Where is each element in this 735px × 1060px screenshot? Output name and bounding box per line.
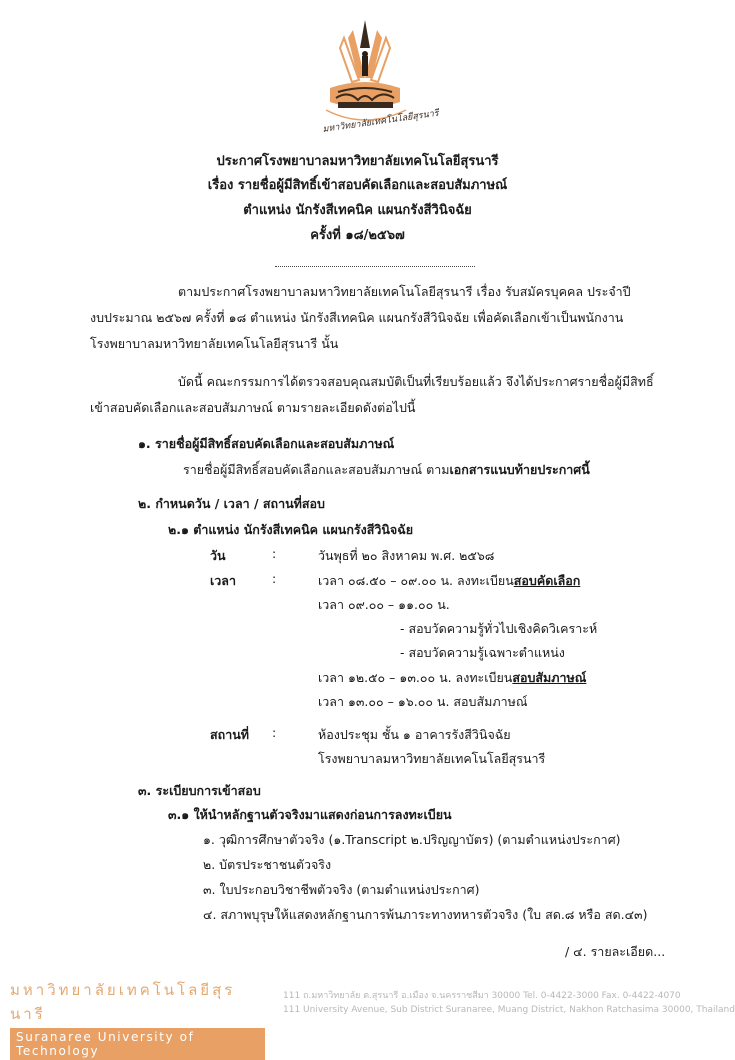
doc-item-4: ๔. สภาพบุรุษให้แสดงหลักฐานการพ้นภาระทางทหารตัวจริง (ใบ สด.๘ หรือ สด.๔๓) <box>203 907 648 922</box>
time-slot-2-item-b: - สอบวัดความรู้เฉพาะตำแหน่ง <box>400 645 565 660</box>
time-colon: : <box>272 571 277 586</box>
footer-logo-thai: มหาวิทยาลัยเทคโนโลยีสุรนารี <box>10 981 236 1023</box>
announcement-subject: เรื่อง รายชื่อผู้มีสิทธิ์เข้าสอบคัดเลือกและสอบสัมภาษณ์ <box>207 178 508 193</box>
day-colon: : <box>272 546 277 561</box>
intro-p2-line2: เข้าสอบคัดเลือกและสอบสัมภาษณ์ ตามรายละเอียดดังต่อไปนี้ <box>90 400 416 415</box>
dotted-separator <box>275 266 475 267</box>
announcement-round: ครั้งที่ ๑๘/๒๕๖๗ <box>310 228 405 243</box>
time-slot-1 <box>318 571 580 591</box>
doc-item-3: ๓. ใบประกอบวิชาชีพตัวจริง (ตามตำแหน่งประกาศ) <box>203 882 480 897</box>
time-slot-3 <box>318 668 586 688</box>
doc-item-2: ๒. บัตรประชาชนตัวจริง <box>203 857 332 872</box>
university-logo <box>318 18 440 138</box>
continuation-note: / ๔. รายละเอียด... <box>565 944 666 959</box>
intro-p1-line3: โรงพยาบาลมหาวิทยาลัยเทคโนโลยีสุรนารี นั้น <box>90 336 339 351</box>
day-value: วันพุธที่ ๒๐ สิงหาคม พ.ศ. ๒๕๖๘ <box>318 548 495 563</box>
time-slot-3-text: เวลา ๑๒.๕๐ – ๑๓.๐๐ น. ลงทะเบียน <box>318 670 513 685</box>
footer-logo-english: Suranaree University of Technology <box>10 1028 265 1060</box>
intro-p1-line2: งบประมาณ ๒๕๖๗ ครั้งที่ ๑๘ ตำแหน่ง นักรังสีเทคนิค แผนกรังสีวินิจฉัย เพื่อคัดเลือกเข้าเป็นพนักงาน <box>90 310 624 325</box>
doc-item-1: ๑. วุฒิการศึกษาตัวจริง (๑.Transcript ๒.ปริญญาบัตร) (ตามตำแหน่งประกาศ) <box>203 832 621 847</box>
section1-body <box>183 460 590 480</box>
place-line2: โรงพยาบาลมหาวิทยาลัยเทคโนโลยีสุรนารี <box>318 751 546 766</box>
section3-sub: ๓.๑ ให้นำหลักฐานตัวจริงมาแสดงก่อนการลงทะเบียน <box>168 807 452 822</box>
section2-sub: ๒.๑ ตำแหน่ง นักรังสีเทคนิค แผนกรังสีวินิจฉัย <box>168 522 414 537</box>
time-slot-3-emphasis: สอบสัมภาษณ์ <box>512 670 587 685</box>
footer-address-english: 111 University Avenue, Sub District Suranaree, Muang District, Nakhon Ratchasima 30000, Thailand <box>283 1005 735 1015</box>
footer-logo <box>10 978 265 1060</box>
time-slot-1-text: เวลา ๐๘.๕๐ – ๐๙.๐๐ น. ลงทะเบียน <box>318 573 514 588</box>
section1-attachment-ref: เอกสารแนบท้ายประกาศนี้ <box>449 462 590 477</box>
place-colon: : <box>272 725 277 740</box>
logo-caption: มหาวิทยาลัยเทคโนโลยีสุรนารี <box>322 108 440 135</box>
day-label: วัน <box>210 548 226 563</box>
time-label: เวลา <box>210 573 236 588</box>
time-slot-4: เวลา ๑๓.๐๐ – ๑๖.๐๐ น. สอบสัมภาษณ์ <box>318 694 528 709</box>
intro-p1-line1: ตามประกาศโรงพยาบาลมหาวิทยาลัยเทคโนโลยีสุรนารี เรื่อง รับสมัครบุคคล ประจำปี <box>178 284 631 299</box>
section1-heading: ๑. รายชื่อผู้มีสิทธิ์สอบคัดเลือกและสอบสัมภาษณ์ <box>138 436 395 451</box>
time-slot-2-item-a: - สอบวัดความรู้ทั่วไปเชิงคิดวิเคราะห์ <box>400 621 598 636</box>
section1-body-text: รายชื่อผู้มีสิทธิ์สอบคัดเลือกและสอบสัมภาษณ์ ตาม <box>183 462 450 477</box>
time-slot-2: เวลา ๐๙.๐๐ – ๑๑.๐๐ น. <box>318 597 450 612</box>
time-slot-1-emphasis: สอบคัดเลือก <box>513 573 581 588</box>
place-line1: ห้องประชุม ชั้น ๑ อาคารรังสีวินิจฉัย <box>318 727 511 742</box>
section3-heading: ๓. ระเบียบการเข้าสอบ <box>138 783 261 798</box>
announcement-position: ตำแหน่ง นักรังสีเทคนิค แผนกรังสีวินิจฉัย <box>243 203 472 218</box>
intro-p2-line1: บัดนี้ คณะกรรมการได้ตรวจสอบคุณสมบัติเป็นที่เรียบร้อยแล้ว จึงได้ประกาศรายชื่อผู้มีสิทธิ์ <box>178 374 654 389</box>
place-label: สถานที่ <box>210 727 250 742</box>
footer-address-thai: 111 ถ.มหาวิทยาลัย ต.สุรนารี อ.เมือง จ.นครราชสีมา 30000 Tel. 0-4422-3000 Fax. 0-4422-4070 <box>283 991 681 1001</box>
section2-heading: ๒. กำหนดวัน / เวลา / สถานที่สอบ <box>138 496 325 511</box>
announcement-title: ประกาศโรงพยาบาลมหาวิทยาลัยเทคโนโลยีสุรนารี <box>216 154 499 169</box>
